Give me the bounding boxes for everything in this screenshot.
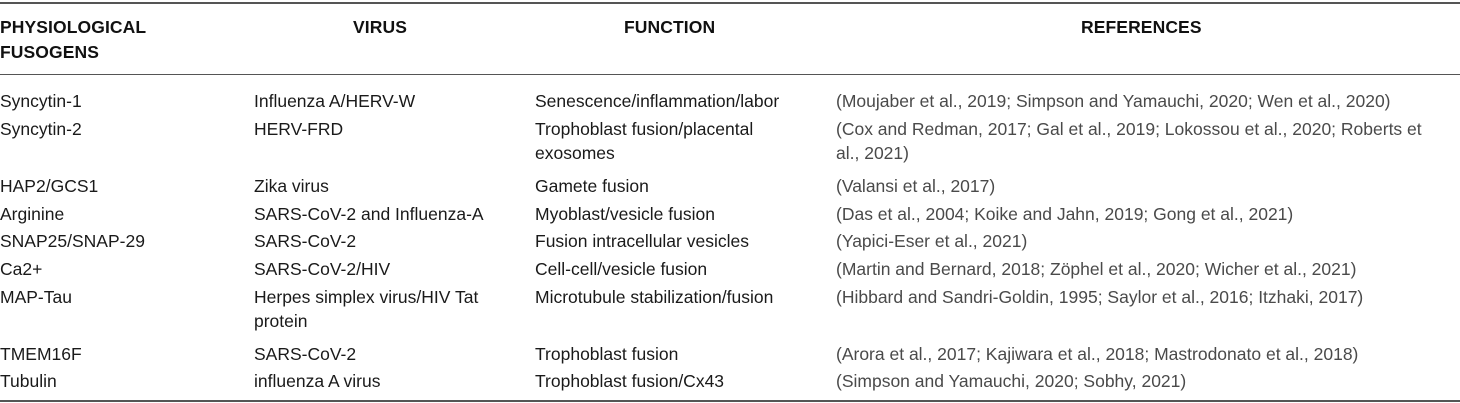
references-cell: (Yapici-Eser et al., 2021) xyxy=(836,231,1028,251)
virus-cell: SARS-CoV-2 xyxy=(254,231,357,251)
header-virus: VIRUS xyxy=(353,17,407,37)
fusogen-cell: Syncytin-2 xyxy=(0,119,82,139)
function-cell: Trophoblast fusion xyxy=(535,344,679,364)
virus-cell: Influenza A/HERV-W xyxy=(254,91,416,111)
virus-cell: influenza A virus xyxy=(254,371,381,391)
references-cell: (Hibbard and Sandri-Goldin, 1995; Saylor et al., 2016; Itzhaki, 2017) xyxy=(836,287,1364,307)
function-cell: Senescence/inflammation/labor xyxy=(535,91,780,111)
header-fusogens: PHYSIOLOGICAL FUSOGENS xyxy=(0,17,146,62)
header-references: REFERENCES xyxy=(1081,17,1202,37)
references-cell: (Simpson and Yamauchi, 2020; Sobhy, 2021) xyxy=(836,371,1187,391)
virus-cell: SARS-CoV-2 xyxy=(254,344,357,364)
references-cell: (Moujaber et al., 2019; Simpson and Yamauchi, 2020; Wen et al., 2020) xyxy=(836,91,1391,111)
function-cell: Trophoblast fusion/placental exosomes xyxy=(535,119,754,163)
fusogen-cell: SNAP25/SNAP-29 xyxy=(0,231,145,251)
virus-cell: SARS-CoV-2/HIV xyxy=(254,259,391,279)
function-cell: Microtubule stabilization/fusion xyxy=(535,287,774,307)
fusogen-cell: Tubulin xyxy=(0,371,57,391)
fusogen-cell: Ca2+ xyxy=(0,259,43,279)
references-cell: (Das et al., 2004; Koike and Jahn, 2019; Gong et al., 2021) xyxy=(836,204,1294,224)
virus-cell: Zika virus xyxy=(254,176,329,196)
virus-cell: HERV-FRD xyxy=(254,119,344,139)
references-cell: (Martin and Bernard, 2018; Zöphel et al., 2020; Wicher et al., 2021) xyxy=(836,259,1357,279)
references-cell: (Arora et al., 2017; Kajiwara et al., 2018; Mastrodonato et al., 2018) xyxy=(836,344,1359,364)
virus-cell: Herpes simplex virus/HIV Tat protein xyxy=(254,287,479,331)
table-bottom-rule xyxy=(0,400,1460,402)
references-cell: (Cox and Redman, 2017; Gal et al., 2019; Lokossou et al., 2020; Roberts et al., 2021) xyxy=(836,119,1422,163)
header-divider-rule xyxy=(0,74,1460,75)
function-cell: Fusion intracellular vesicles xyxy=(535,231,749,251)
header-function: FUNCTION xyxy=(624,17,716,37)
virus-cell: SARS-CoV-2 and Influenza-A xyxy=(254,204,484,224)
function-cell: Myoblast/vesicle fusion xyxy=(535,204,715,224)
fusogen-cell: Syncytin-1 xyxy=(0,91,82,111)
table-top-rule xyxy=(0,2,1460,4)
function-cell: Trophoblast fusion/Cx43 xyxy=(535,371,725,391)
fusogen-cell: Arginine xyxy=(0,204,65,224)
references-cell: (Valansi et al., 2017) xyxy=(836,176,996,196)
function-cell: Cell-cell/vesicle fusion xyxy=(535,259,708,279)
fusogen-cell: TMEM16F xyxy=(0,344,82,364)
function-cell: Gamete fusion xyxy=(535,176,649,196)
fusogen-cell: HAP2/GCS1 xyxy=(0,176,99,196)
fusogen-cell: MAP-Tau xyxy=(0,287,72,307)
